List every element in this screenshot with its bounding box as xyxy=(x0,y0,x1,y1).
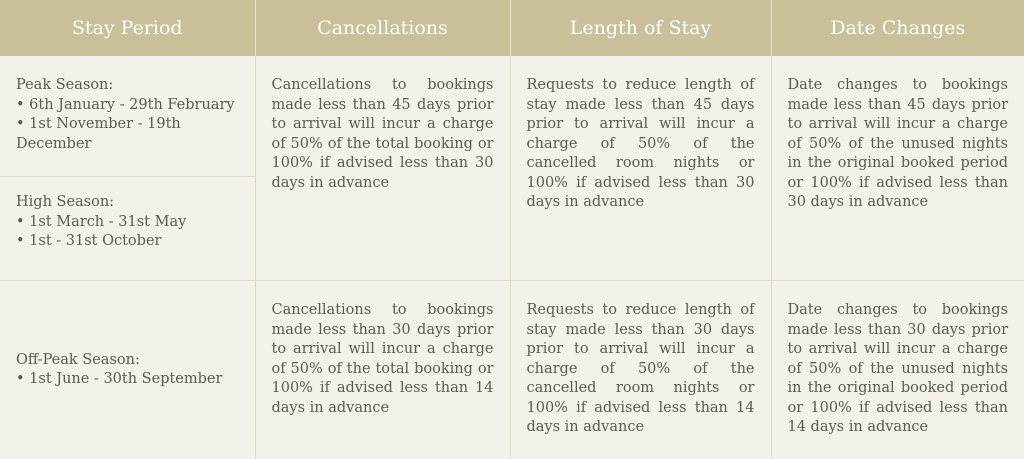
stay-period-cell xyxy=(0,56,255,281)
table-row xyxy=(0,56,1024,281)
date-changes-cell: Date changes to bookings made less than 45 days prior to arrival will incur a charge of 50% of the unused nights in the original booked period or 100% if advised less than 30 days in advance xyxy=(771,56,1024,281)
season-date-range: • 1st June - 30th September xyxy=(16,370,247,390)
high-season xyxy=(16,193,247,262)
date-changes-cell: Date changes to bookings made less than 30 days prior to arrival will incur a charge of 50% of the unused nights in the original booked period or 100% if advised less than 14 days in advance xyxy=(771,281,1024,459)
table-row xyxy=(0,281,1024,459)
season-title: High Season: xyxy=(16,193,247,213)
length-of-stay-cell: Requests to reduce length of stay made less than 30 days prior to arrival will incur a charge of 50% of the cancelled room nights or 100% if advised less than 14 days in advance xyxy=(510,281,771,459)
stay-period-cell xyxy=(0,281,255,459)
season-title: Off-Peak Season: xyxy=(16,351,247,371)
header-length-of-stay: Length of Stay xyxy=(510,0,771,56)
season-divider xyxy=(0,176,255,177)
header-row xyxy=(0,0,1024,56)
season-title: Peak Season: xyxy=(16,76,247,96)
cancellations-cell: Cancellations to bookings made less than 45 days prior to arrival will incur a charge of 50% of the total booking or 100% if advised less than 30 days in advance xyxy=(255,56,510,281)
peak-season xyxy=(16,76,247,164)
season-date-range: • 1st - 31st October xyxy=(16,232,247,252)
length-of-stay-cell: Requests to reduce length of stay made less than 45 days prior to arrival will incur a charge of 50% of the cancelled room nights or 100% if advised less than 30 days in advance xyxy=(510,56,771,281)
header-date-changes: Date Changes xyxy=(771,0,1024,56)
season-date-range: • 1st November - 19th December xyxy=(16,115,247,154)
season-date-range: • 1st March - 31st May xyxy=(16,213,247,233)
cancellations-cell: Cancellations to bookings made less than 30 days prior to arrival will incur a charge of 50% of the total booking or 100% if advised less than 14 days in advance xyxy=(255,281,510,459)
season-date-range: • 6th January - 29th February xyxy=(16,96,247,116)
header-cancellations: Cancellations xyxy=(255,0,510,56)
header-stay-period: Stay Period xyxy=(0,0,255,56)
off-peak-season xyxy=(16,351,247,390)
